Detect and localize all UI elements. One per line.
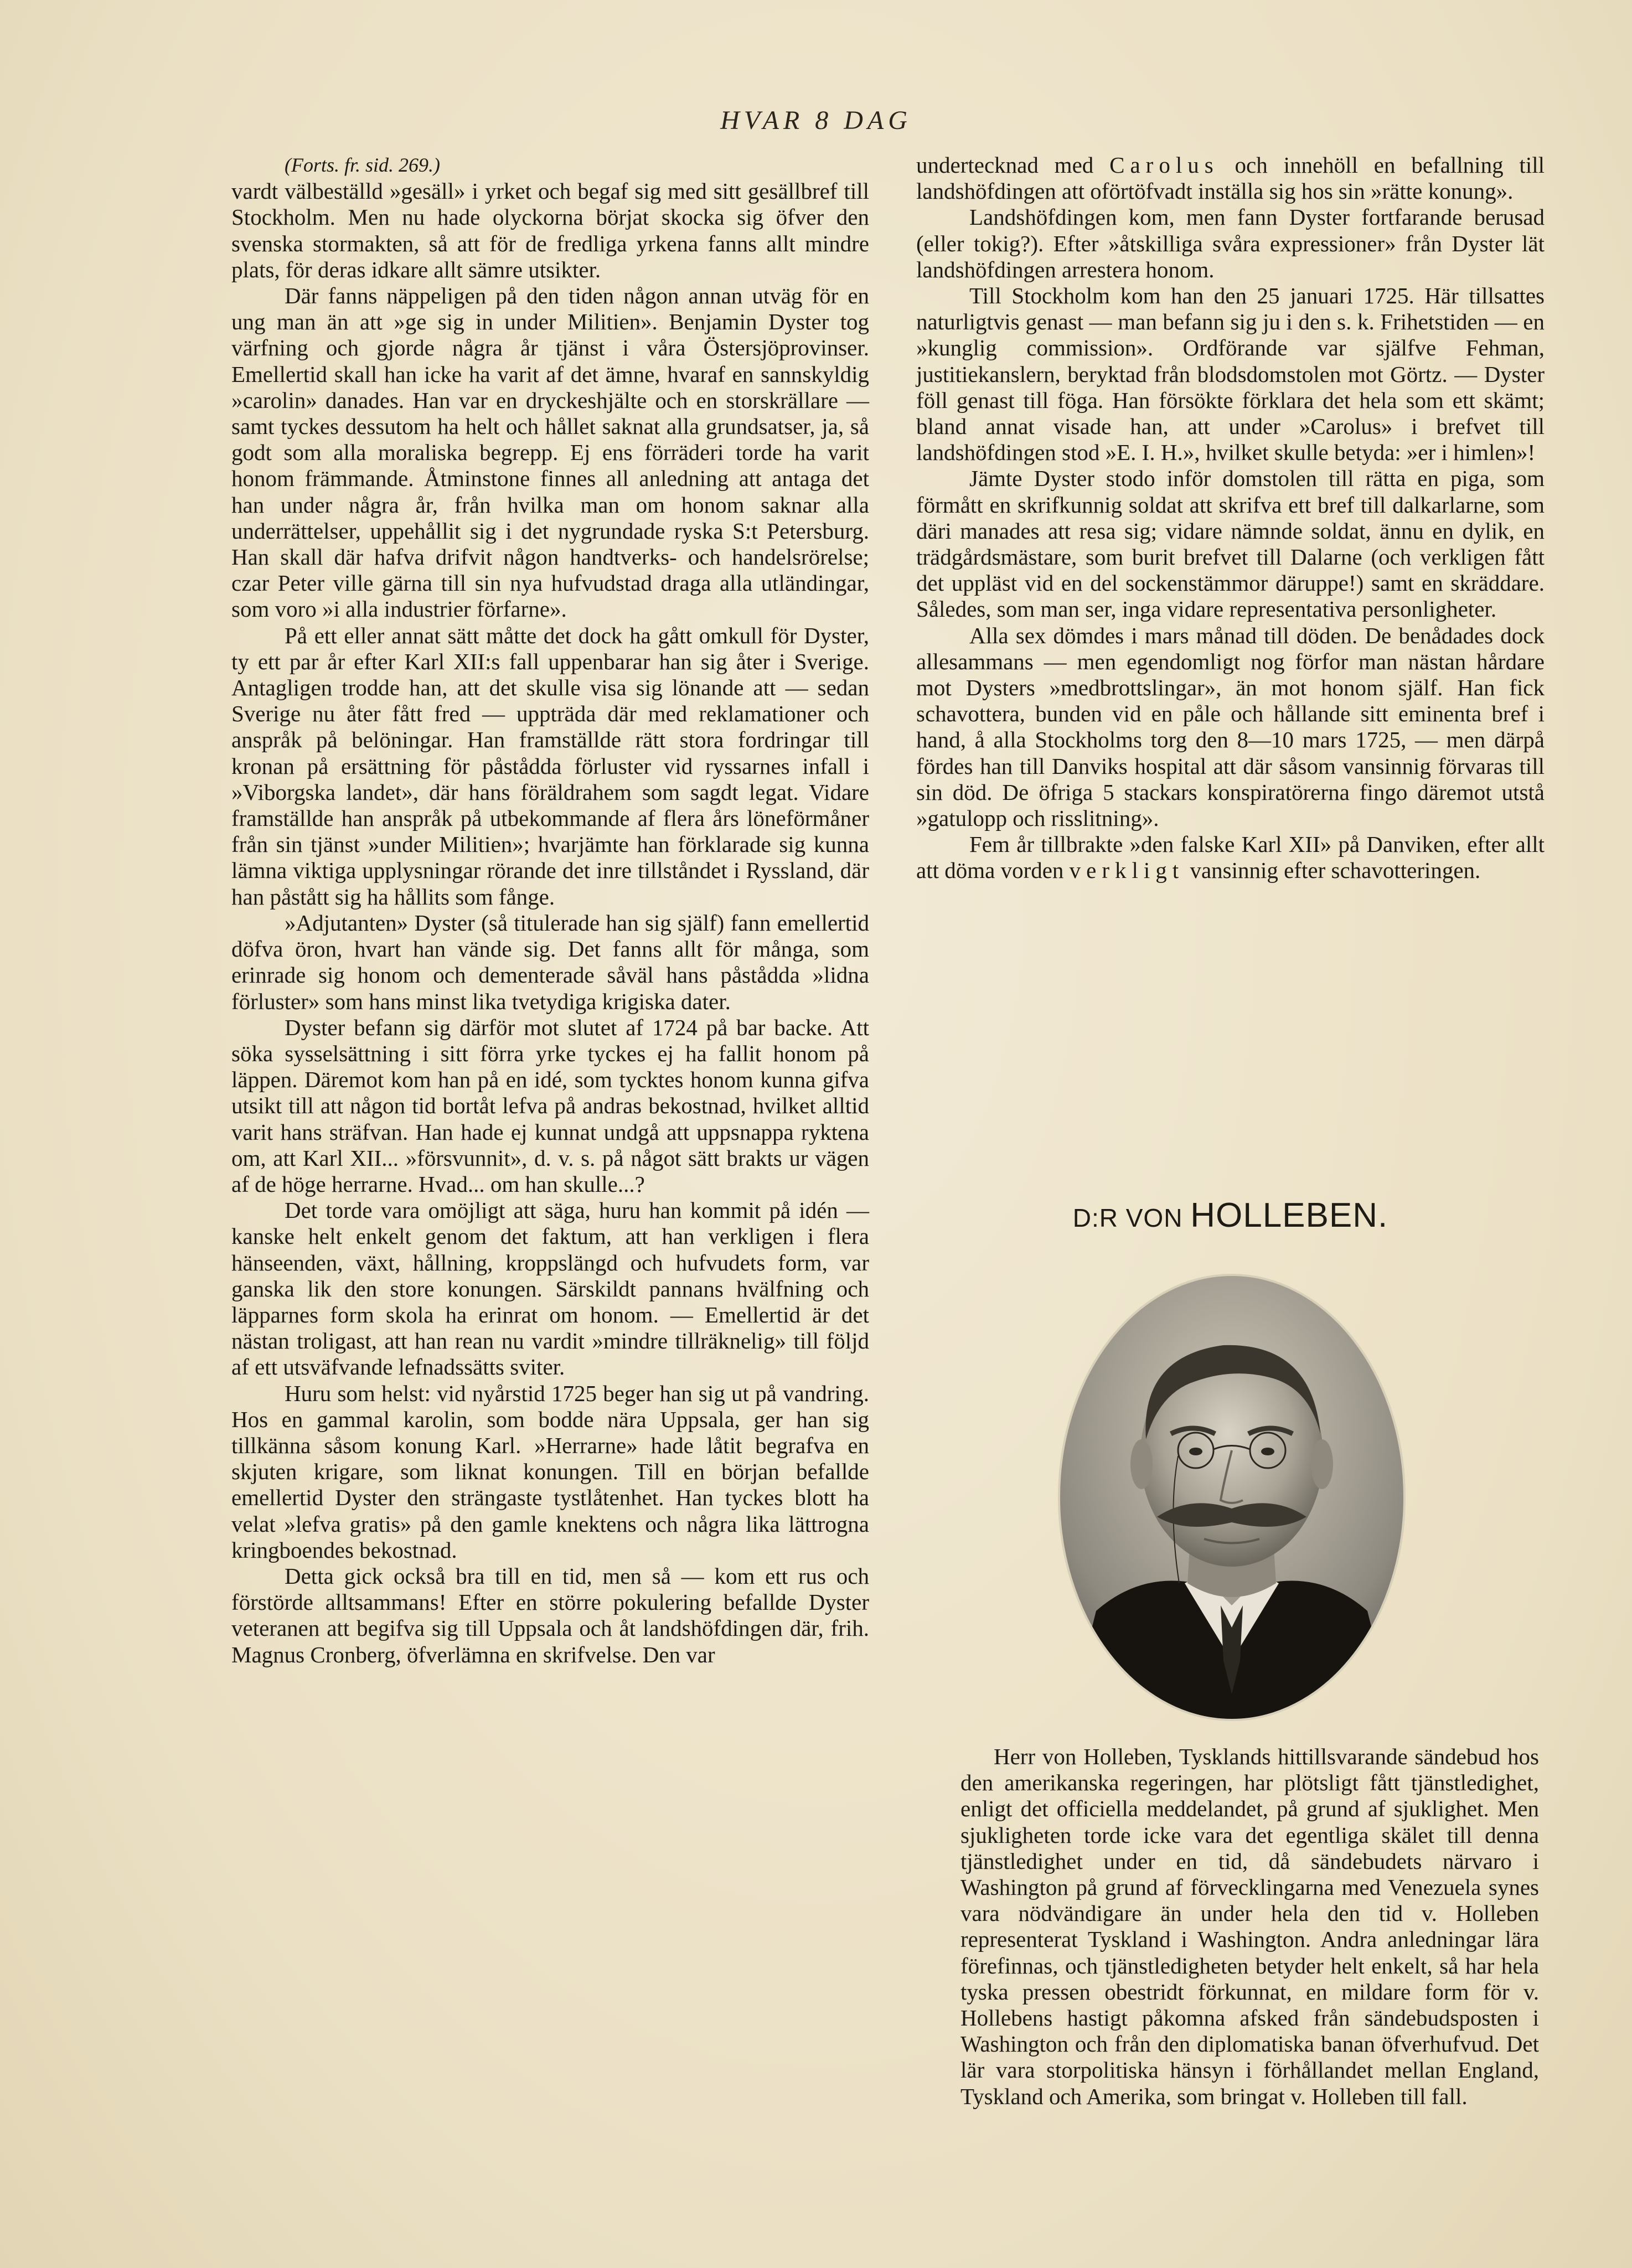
text-run: Fem år tillbrakte »den falske Karl XII» på Danviken, efter allt att döma vorden [916,831,1545,884]
paragraph: Till Stockholm kom han den 25 januari 1725. Här tillsattes naturligtvis genast — man befann sig ju i den s. k. Frihetstiden — en »kunglig commission». Ordförande var själfve Fehman, justitiekanslern, beryktad från blodsdomstolen mot Görtz. — Dyster föll genast till föga. Han försökte förklara det hela som ett skämt; bland annat visade han, att under »Carolus» i brefvet till landshöfdingen stod »E. I. H.», hvilket skulle betyda: »er i himlen»! [916,283,1545,466]
paragraph: Huru som helst: vid nyårstid 1725 beger han sig ut på vandring. Hos en gammal karolin, som bodde nära Uppsala, ger han sig tillkänna såsom konung Karl. »Herrarne» hade låtit begrafva en skjuten krigare, som liknat konungen. Till en början befallde emellertid Dyster den strängaste tystlåtenhet. Han tyckes blott ha velat »lefva gratis» på den gamle knektens och några lika lättrogna kringboendes bekostnad. [231,1380,869,1563]
text-run: undertecknad med [916,152,1110,178]
continuation-note: (Forts. fr. sid. 269.) [285,154,441,176]
text-run: vansinnig efter schavotteringen. [1184,857,1481,884]
right-column [916,152,1545,884]
spaced-name: Carolus [1109,152,1219,178]
title-mid: VON [1118,1203,1191,1232]
portrait-photo [1057,1273,1406,1722]
text-run: och innehöll en befallning till landshöfdingen att oförtöfvadt inställa sig hos sin »rätte konung». [916,152,1545,204]
caption-paragraph: Herr von Holleben, Tysklands hittillsvarande sändebud hos den amerikanska regeringen, har plötsligt fått tjänstledighet, enligt det officiella meddelandet, på grund af sjuklighet. Men sjukligheten torde icke vara det egentliga skälet till denna tjänstledighet under en tid, då sändebudets närvaro i Washington på grund af förvecklingarna med Venezuela synes vara nödvändigare än under hela den tid v. Holleben representerat Tyskland i Washington. Andra anledningar lära förefinnas, och tjänstledigheten betyder helt enkelt, så har hela tyska pressen obestridt förkunnat, en mildare form för v. Hollebens hastigt påkomna afsked från sändebudsposten i Washington och från den diplomatiska banan öfverhufvud. Det lär vara storpolitiska hänsyn i förhållandet mellan England, Tyskland och Amerika, som bringat v. Holleben till fall. [960,1744,1539,2109]
portrait-image [1057,1273,1406,1722]
left-column [231,152,869,1668]
paragraph: Där fanns näppeligen på den tiden någon annan utväg för en ung man än att »ge sig in under Militien». Benjamin Dyster tog värfning och gjorde några år tjänst i våra Östersjöprovinser. Emellertid skall han icke ha varit af det ämne, hvaraf en sannskyldig »carolin» danades. Han var en dryckeshjälte och en storskrällare — samt tyckes dessutom ha helt och hållet saknat alla grundsatser, ja, så godt som alla moraliska begrepp. Ej ens förräderi torde ha varit honom främmande. Åtminstone finnes all anledning att antaga det han under några år, från hvilka man om honom saknar alla underrättelser, uppehållit sig i det nygrundade ryska S:t Petersburg. Han skall där hafva drifvit någon handtverks- och handelsrörelse; czar Peter ville gärna till sin nya hufvudstad draga alla utländingar, som voro »i alla industrier förfarne». [231,283,869,622]
page-header: HVAR 8 DAG [720,106,912,135]
paragraph: Dyster befann sig därför mot slutet af 1724 på bar backe. Att söka sysselsättning i sitt förra yrke tyckes ej ha fallit honom på läppen. Däremot kom han på en idé, som tycktes honom kunna gifva utsikt till att någon tid bortåt lefva på andras bekostnad, hvilket alltid varit hans sträfvan. Han hade ej kunnat undgå att uppsnappa ryktena om, att Karl XII... »försvunnit», d. v. s. på något sätt brakts ur vägen af de höge herrarne. Hvad... om han skulle...? [231,1014,869,1197]
paragraph: Det torde vara omöjligt att säga, huru han kommit på idén — kanske helt enkelt genom det faktum, att han verkligen i flera hänseenden, växt, hållning, kroppslängd och hufvudets form, var ganska lik den store konungen. Särskildt pannans hvälfning och läpparnes form skola ha erinrat om honom. — Emellertid är det nästan troligast, att han rean nu vardit »mindre tillräknelig» till följd af ett utsväfvande lefnadssätts sviter. [231,1197,869,1380]
paragraph: vardt välbeställd »gesäll» i yrket och begaf sig med sitt gesällbref till Stockholm. Men nu hade olyckorna börjat skocka sig öfver den svenska stormakten, så att för de fredliga yrkena fanns allt mindre plats, för deras idkare allt sämre utsikter. [231,178,869,282]
paragraph: Detta gick också bra till en tid, men så — kom ett rus och förstörde alltsammans! Efter en större pokulering befallde Dyster veteranen att begifva sig till Uppsala och åt landshöfdingen där, frih. Magnus Cronberg, öfverlämna en skrifvelse. Den var [231,1563,869,1667]
title-prefix: D:R [1072,1203,1118,1232]
paragraph: På ett eller annat sätt måtte det dock ha gått omkull för Dyster, ty ett par år efter Karl XII:s fall uppenbarar han sig åter i Sverige. Antagligen trodde han, att det skulle visa sig lönande att — sedan Sverige nu åter fått fred — uppträda där med reklamationer och anspråk på belöningar. Han framställde rätt stora fordringar till kronan på ersättning för påstådda förluster vid ryssarnes infall i »Viborgska landet», där hans föräldrahem som sagdt legat. Vidare framställde han anspråk på utbekommande af flera års löneförmåner från sin tjänst »under Militien»; hvarjämte han förklarade sig kunna lämna viktiga upplysningar rörande det inre tillståndet i Ryssland, där han påstått sig ha hållits som fånge. [231,622,869,910]
paragraph [916,152,1545,204]
paragraph: Landshöfdingen kom, men fann Dyster fortfarande berusad (eller tokig?). Efter »åtskilliga svåra expressioner» från Dyster lät landshöfdingen arrestera honom. [916,204,1545,282]
paragraph: »Adjutanten» Dyster (så titulerade han sig själf) fann emellertid döfva öron, hvart han vände sig. Det fanns allt för många, som erinrade sig honom och dementerade såväl hans påstådda »lidna förluster» som hans minst lika tvetydiga krigiska dater. [231,910,869,1014]
paragraph [916,831,1545,884]
title-main: HOLLEBEN. [1190,1196,1388,1234]
paragraph: Alla sex dömdes i mars månad till döden. De benådades dock allesammans — men egendomligt nog förfor man nästan hårdare mot Dysters »medbrottslingar», än mot honom själf. Han fick schavottera, bunden vid en påle och hållande sitt eminenta bref i hand, å alla Stockholms torg den 8—10 mars 1725, — men därpå fördes han till Danviks hospital att där såsom vansinnig förvaras till sin död. De öfriga 5 stackars konspiratörerna fingo däremot utstå »gatulopp och risslitning». [916,622,1545,831]
spaced-word: verkligt [1069,857,1185,884]
paragraph: Jämte Dyster stodo inför domstolen till rätta en piga, som förmått en skrifkunnig soldat att skrifva ett bref till dalkarlarne, som däri manades att resa sig; vidare nämnde soldat, ännu en dylik, en trädgårdsmästare, som burit brefvet till Dalarne (och verkligen fått det uppläst vid en del sockenstämmor däruppe!) samt en skräddare. Således, som man ser, inga vidare representativa personligheter. [916,466,1545,622]
article-title [916,1196,1545,1235]
portrait-caption [960,1744,1539,2110]
